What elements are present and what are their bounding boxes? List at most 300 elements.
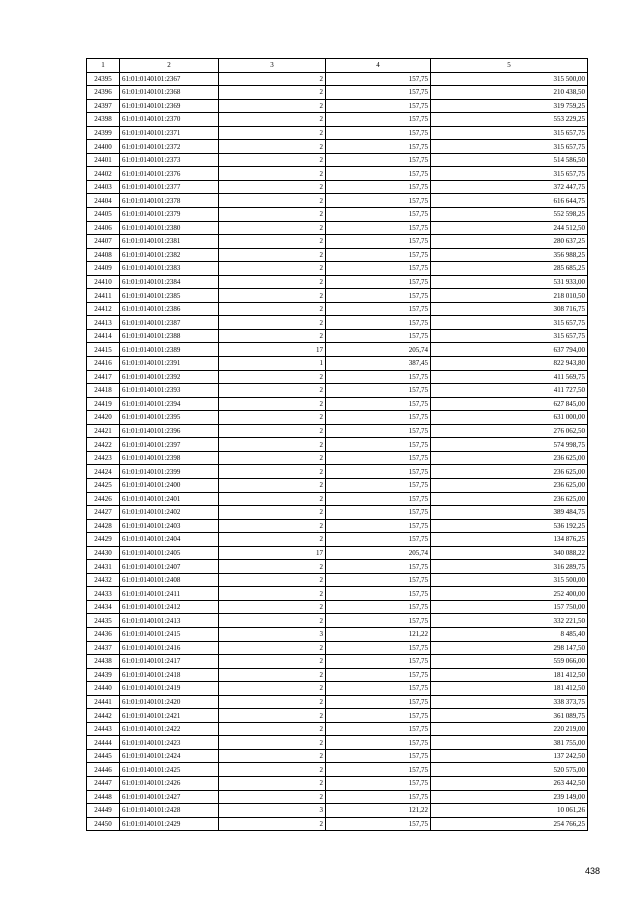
rate-cell: 157,75	[326, 560, 431, 574]
row-number-cell: 24438	[87, 655, 120, 669]
cadastral-number-cell: 61:01:0140101:2404	[120, 533, 219, 547]
category-cell: 2	[219, 478, 326, 492]
row-number-cell: 24397	[87, 99, 120, 113]
table-row	[87, 384, 588, 398]
value-cell: 389 484,75	[431, 506, 588, 520]
cadastral-number-cell: 61:01:0140101:2396	[120, 424, 219, 438]
value-cell: 298 147,50	[431, 641, 588, 655]
value-cell: 137 242,50	[431, 749, 588, 763]
cadastral-number-cell: 61:01:0140101:2415	[120, 627, 219, 641]
value-cell: 236 625,00	[431, 451, 588, 465]
page-number: 438	[584, 866, 600, 876]
table-row	[87, 465, 588, 479]
cadastral-number-cell: 61:01:0140101:2407	[120, 560, 219, 574]
rate-cell: 157,75	[326, 235, 431, 249]
value-cell: 315 657,75	[431, 316, 588, 330]
value-cell: 252 400,00	[431, 587, 588, 601]
rate-cell: 157,75	[326, 790, 431, 804]
cadastral-number-cell: 61:01:0140101:2400	[120, 478, 219, 492]
rate-cell: 157,75	[326, 329, 431, 343]
cadastral-number-cell: 61:01:0140101:2412	[120, 600, 219, 614]
table-row	[87, 736, 588, 750]
category-cell: 2	[219, 86, 326, 100]
table-row	[87, 776, 588, 790]
rate-cell: 157,75	[326, 465, 431, 479]
category-cell: 2	[219, 465, 326, 479]
cadastral-number-cell: 61:01:0140101:2382	[120, 248, 219, 262]
table-row	[87, 411, 588, 425]
row-number-cell: 24427	[87, 506, 120, 520]
table-row	[87, 804, 588, 818]
cadastral-number-cell: 61:01:0140101:2391	[120, 357, 219, 371]
category-cell: 2	[219, 641, 326, 655]
category-cell: 2	[219, 167, 326, 181]
category-cell: 2	[219, 113, 326, 127]
value-cell: 553 229,25	[431, 113, 588, 127]
table-row	[87, 438, 588, 452]
category-cell: 2	[219, 736, 326, 750]
value-cell: 822 943,80	[431, 357, 588, 371]
value-cell: 372 447,75	[431, 180, 588, 194]
table-row	[87, 817, 588, 831]
rate-cell: 157,75	[326, 140, 431, 154]
value-cell: 236 625,00	[431, 465, 588, 479]
rate-cell: 157,75	[326, 749, 431, 763]
row-number-cell: 24423	[87, 451, 120, 465]
rate-cell: 157,75	[326, 397, 431, 411]
value-cell: 276 062,50	[431, 424, 588, 438]
value-cell: 218 010,50	[431, 289, 588, 303]
table-row	[87, 763, 588, 777]
table-row	[87, 600, 588, 614]
row-number-cell: 24446	[87, 763, 120, 777]
rate-cell: 157,75	[326, 668, 431, 682]
value-cell: 559 066,00	[431, 655, 588, 669]
cadastral-number-cell: 61:01:0140101:2393	[120, 384, 219, 398]
value-cell: 552 598,25	[431, 208, 588, 222]
table-row	[87, 248, 588, 262]
value-cell: 315 657,75	[431, 167, 588, 181]
cadastral-number-cell: 61:01:0140101:2388	[120, 329, 219, 343]
category-cell: 2	[219, 316, 326, 330]
table-row	[87, 370, 588, 384]
table-row	[87, 343, 588, 357]
category-cell: 2	[219, 275, 326, 289]
cadastral-number-cell: 61:01:0140101:2387	[120, 316, 219, 330]
cadastral-number-cell: 61:01:0140101:2394	[120, 397, 219, 411]
rate-cell: 157,75	[326, 817, 431, 831]
value-cell: 631 000,00	[431, 411, 588, 425]
row-number-cell: 24399	[87, 126, 120, 140]
cadastral-number-cell: 61:01:0140101:2377	[120, 180, 219, 194]
row-number-cell: 24424	[87, 465, 120, 479]
table-row	[87, 289, 588, 303]
value-cell: 254 766,25	[431, 817, 588, 831]
row-number-cell: 24420	[87, 411, 120, 425]
category-cell: 2	[219, 289, 326, 303]
table-row	[87, 695, 588, 709]
category-cell: 2	[219, 235, 326, 249]
category-cell: 2	[219, 492, 326, 506]
cadastral-number-cell: 61:01:0140101:2428	[120, 804, 219, 818]
value-cell: 315 500,00	[431, 573, 588, 587]
cadastral-number-cell: 61:01:0140101:2426	[120, 776, 219, 790]
rate-cell: 157,75	[326, 153, 431, 167]
row-number-cell: 24449	[87, 804, 120, 818]
table-row	[87, 140, 588, 154]
table-row	[87, 99, 588, 113]
category-cell: 2	[219, 153, 326, 167]
cadastral-number-cell: 61:01:0140101:2408	[120, 573, 219, 587]
cadastral-number-cell: 61:01:0140101:2369	[120, 99, 219, 113]
row-number-cell: 24430	[87, 546, 120, 560]
row-number-cell: 24447	[87, 776, 120, 790]
category-cell: 1	[219, 357, 326, 371]
table-row	[87, 316, 588, 330]
row-number-cell: 24398	[87, 113, 120, 127]
cadastral-number-cell: 61:01:0140101:2370	[120, 113, 219, 127]
cadastral-number-cell: 61:01:0140101:2413	[120, 614, 219, 628]
value-cell: 627 845,00	[431, 397, 588, 411]
row-number-cell: 24444	[87, 736, 120, 750]
row-number-cell: 24414	[87, 329, 120, 343]
row-number-cell: 24413	[87, 316, 120, 330]
category-cell: 2	[219, 655, 326, 669]
rate-cell: 157,75	[326, 573, 431, 587]
table-row	[87, 749, 588, 763]
cadastral-number-cell: 61:01:0140101:2401	[120, 492, 219, 506]
row-number-cell: 24425	[87, 478, 120, 492]
value-cell: 244 512,50	[431, 221, 588, 235]
rate-cell: 157,75	[326, 384, 431, 398]
value-cell: 315 657,75	[431, 329, 588, 343]
table-row	[87, 614, 588, 628]
table-row	[87, 492, 588, 506]
value-cell: 316 289,75	[431, 560, 588, 574]
cadastral-number-cell: 61:01:0140101:2372	[120, 140, 219, 154]
rate-cell: 157,75	[326, 438, 431, 452]
table-header-row	[87, 59, 588, 73]
category-cell: 2	[219, 587, 326, 601]
row-number-cell: 24439	[87, 668, 120, 682]
rate-cell: 157,75	[326, 194, 431, 208]
rate-cell: 157,75	[326, 180, 431, 194]
row-number-cell: 24445	[87, 749, 120, 763]
row-number-cell: 24440	[87, 682, 120, 696]
category-cell: 2	[219, 600, 326, 614]
row-number-cell: 24432	[87, 573, 120, 587]
cadastral-number-cell: 61:01:0140101:2402	[120, 506, 219, 520]
rate-cell: 157,75	[326, 275, 431, 289]
category-cell: 2	[219, 519, 326, 533]
row-number-cell: 24395	[87, 72, 120, 86]
category-cell: 2	[219, 763, 326, 777]
table-row	[87, 668, 588, 682]
row-number-cell: 24402	[87, 167, 120, 181]
rate-cell: 157,75	[326, 411, 431, 425]
category-cell: 2	[219, 682, 326, 696]
table-row	[87, 208, 588, 222]
value-cell: 340 088,22	[431, 546, 588, 560]
cadastral-number-cell: 61:01:0140101:2376	[120, 167, 219, 181]
rate-cell: 121,22	[326, 627, 431, 641]
rate-cell: 157,75	[326, 709, 431, 723]
category-cell: 2	[219, 573, 326, 587]
cadastral-number-cell: 61:01:0140101:2429	[120, 817, 219, 831]
rate-cell: 157,75	[326, 451, 431, 465]
rate-cell: 157,75	[326, 289, 431, 303]
category-cell: 3	[219, 804, 326, 818]
value-cell: 210 438,50	[431, 86, 588, 100]
cadastral-number-cell: 61:01:0140101:2421	[120, 709, 219, 723]
cadastral-number-cell: 61:01:0140101:2371	[120, 126, 219, 140]
value-cell: 8 485,40	[431, 627, 588, 641]
category-cell: 2	[219, 194, 326, 208]
table-row	[87, 167, 588, 181]
row-number-cell: 24448	[87, 790, 120, 804]
row-number-cell: 24409	[87, 262, 120, 276]
row-number-cell: 24437	[87, 641, 120, 655]
row-number-cell: 24405	[87, 208, 120, 222]
row-number-cell: 24407	[87, 235, 120, 249]
row-number-cell: 24426	[87, 492, 120, 506]
category-cell: 17	[219, 546, 326, 560]
column-header-3: 3	[219, 59, 326, 73]
value-cell: 181 412,50	[431, 668, 588, 682]
cadastral-number-cell: 61:01:0140101:2367	[120, 72, 219, 86]
value-cell: 536 192,25	[431, 519, 588, 533]
row-number-cell: 24416	[87, 357, 120, 371]
cadastral-number-cell: 61:01:0140101:2425	[120, 763, 219, 777]
table-row	[87, 153, 588, 167]
table-row	[87, 722, 588, 736]
cadastral-number-cell: 61:01:0140101:2368	[120, 86, 219, 100]
cadastral-number-cell: 61:01:0140101:2422	[120, 722, 219, 736]
table-row	[87, 113, 588, 127]
value-cell: 381 755,00	[431, 736, 588, 750]
row-number-cell: 24410	[87, 275, 120, 289]
cadastral-number-cell: 61:01:0140101:2392	[120, 370, 219, 384]
cadastral-number-cell: 61:01:0140101:2389	[120, 343, 219, 357]
value-cell: 134 876,25	[431, 533, 588, 547]
rate-cell: 157,75	[326, 763, 431, 777]
value-cell: 315 500,00	[431, 72, 588, 86]
table-row	[87, 546, 588, 560]
value-cell: 308 716,75	[431, 302, 588, 316]
cadastral-number-cell: 61:01:0140101:2378	[120, 194, 219, 208]
rate-cell: 157,75	[326, 492, 431, 506]
rate-cell: 157,75	[326, 370, 431, 384]
value-cell: 220 219,00	[431, 722, 588, 736]
cadastral-number-cell: 61:01:0140101:2416	[120, 641, 219, 655]
category-cell: 2	[219, 248, 326, 262]
cadastral-number-cell: 61:01:0140101:2383	[120, 262, 219, 276]
row-number-cell: 24403	[87, 180, 120, 194]
rate-cell: 157,75	[326, 316, 431, 330]
rate-cell: 157,75	[326, 248, 431, 262]
row-number-cell: 24412	[87, 302, 120, 316]
category-cell: 2	[219, 560, 326, 574]
cadastral-number-cell: 61:01:0140101:2403	[120, 519, 219, 533]
table-row	[87, 424, 588, 438]
row-number-cell: 24435	[87, 614, 120, 628]
table-row	[87, 72, 588, 86]
category-cell: 2	[219, 180, 326, 194]
category-cell: 2	[219, 695, 326, 709]
value-cell: 520 575,00	[431, 763, 588, 777]
table-row	[87, 478, 588, 492]
category-cell: 2	[219, 126, 326, 140]
value-cell: 236 625,00	[431, 478, 588, 492]
value-cell: 315 657,75	[431, 126, 588, 140]
cadastral-number-cell: 61:01:0140101:2427	[120, 790, 219, 804]
table-row	[87, 641, 588, 655]
column-header-5: 5	[431, 59, 588, 73]
value-cell: 637 794,00	[431, 343, 588, 357]
table-row	[87, 627, 588, 641]
value-cell: 236 625,00	[431, 492, 588, 506]
category-cell: 3	[219, 627, 326, 641]
row-number-cell: 24429	[87, 533, 120, 547]
row-number-cell: 24431	[87, 560, 120, 574]
rate-cell: 157,75	[326, 614, 431, 628]
rate-cell: 157,75	[326, 86, 431, 100]
rate-cell: 157,75	[326, 302, 431, 316]
category-cell: 2	[219, 302, 326, 316]
value-cell: 332 221,50	[431, 614, 588, 628]
rate-cell: 121,22	[326, 804, 431, 818]
value-cell: 411 727,50	[431, 384, 588, 398]
cadastral-number-cell: 61:01:0140101:2373	[120, 153, 219, 167]
table-body	[87, 72, 588, 831]
value-cell: 239 149,00	[431, 790, 588, 804]
table-row	[87, 262, 588, 276]
cadastral-number-cell: 61:01:0140101:2384	[120, 275, 219, 289]
row-number-cell: 24441	[87, 695, 120, 709]
cadastral-number-cell: 61:01:0140101:2380	[120, 221, 219, 235]
cadastral-number-cell: 61:01:0140101:2381	[120, 235, 219, 249]
rate-cell: 157,75	[326, 167, 431, 181]
category-cell: 2	[219, 506, 326, 520]
row-number-cell: 24400	[87, 140, 120, 154]
rate-cell: 157,75	[326, 478, 431, 492]
row-number-cell: 24411	[87, 289, 120, 303]
category-cell: 2	[219, 668, 326, 682]
row-number-cell: 24404	[87, 194, 120, 208]
rate-cell: 157,75	[326, 736, 431, 750]
rate-cell: 157,75	[326, 655, 431, 669]
table-row	[87, 533, 588, 547]
row-number-cell: 24408	[87, 248, 120, 262]
row-number-cell: 24406	[87, 221, 120, 235]
rate-cell: 157,75	[326, 208, 431, 222]
row-number-cell: 24419	[87, 397, 120, 411]
column-header-2: 2	[120, 59, 219, 73]
rate-cell: 157,75	[326, 99, 431, 113]
rate-cell: 157,75	[326, 519, 431, 533]
table-row	[87, 126, 588, 140]
value-cell: 616 644,75	[431, 194, 588, 208]
row-number-cell: 24428	[87, 519, 120, 533]
rate-cell: 157,75	[326, 72, 431, 86]
cadastral-number-cell: 61:01:0140101:2398	[120, 451, 219, 465]
cadastral-number-cell: 61:01:0140101:2420	[120, 695, 219, 709]
row-number-cell: 24401	[87, 153, 120, 167]
rate-cell: 157,75	[326, 600, 431, 614]
category-cell: 2	[219, 397, 326, 411]
cadastral-number-cell: 61:01:0140101:2385	[120, 289, 219, 303]
table-row	[87, 790, 588, 804]
cadastral-number-cell: 61:01:0140101:2399	[120, 465, 219, 479]
table-row	[87, 357, 588, 371]
row-number-cell: 24433	[87, 587, 120, 601]
row-number-cell: 24442	[87, 709, 120, 723]
row-number-cell: 24450	[87, 817, 120, 831]
category-cell: 2	[219, 411, 326, 425]
rate-cell: 157,75	[326, 533, 431, 547]
row-number-cell: 24418	[87, 384, 120, 398]
category-cell: 2	[219, 329, 326, 343]
table-row	[87, 573, 588, 587]
table-row	[87, 329, 588, 343]
cadastral-number-cell: 61:01:0140101:2424	[120, 749, 219, 763]
row-number-cell: 24434	[87, 600, 120, 614]
cadastral-number-cell: 61:01:0140101:2405	[120, 546, 219, 560]
table-row	[87, 180, 588, 194]
row-number-cell: 24396	[87, 86, 120, 100]
rate-cell: 157,75	[326, 587, 431, 601]
category-cell: 2	[219, 208, 326, 222]
rate-cell: 205,74	[326, 343, 431, 357]
table-row	[87, 560, 588, 574]
rate-cell: 157,75	[326, 262, 431, 276]
cadastral-number-cell: 61:01:0140101:2379	[120, 208, 219, 222]
category-cell: 2	[219, 221, 326, 235]
cadastral-number-cell: 61:01:0140101:2397	[120, 438, 219, 452]
category-cell: 2	[219, 790, 326, 804]
value-cell: 338 373,75	[431, 695, 588, 709]
value-cell: 531 933,00	[431, 275, 588, 289]
category-cell: 17	[219, 343, 326, 357]
rate-cell: 157,75	[326, 695, 431, 709]
value-cell: 315 657,75	[431, 140, 588, 154]
table-row	[87, 709, 588, 723]
table-row	[87, 302, 588, 316]
category-cell: 2	[219, 424, 326, 438]
rate-cell: 157,75	[326, 641, 431, 655]
rate-cell: 157,75	[326, 506, 431, 520]
table-row	[87, 587, 588, 601]
table-row	[87, 275, 588, 289]
category-cell: 2	[219, 817, 326, 831]
value-cell: 356 988,25	[431, 248, 588, 262]
cadastral-number-cell: 61:01:0140101:2423	[120, 736, 219, 750]
category-cell: 2	[219, 262, 326, 276]
category-cell: 2	[219, 614, 326, 628]
table-row	[87, 519, 588, 533]
row-number-cell: 24417	[87, 370, 120, 384]
table-row	[87, 86, 588, 100]
rate-cell: 157,75	[326, 722, 431, 736]
category-cell: 2	[219, 451, 326, 465]
table-row	[87, 506, 588, 520]
category-cell: 2	[219, 72, 326, 86]
value-cell: 319 759,25	[431, 99, 588, 113]
rate-cell: 157,75	[326, 221, 431, 235]
rate-cell: 157,75	[326, 113, 431, 127]
table-row	[87, 451, 588, 465]
cadastral-number-cell: 61:01:0140101:2418	[120, 668, 219, 682]
